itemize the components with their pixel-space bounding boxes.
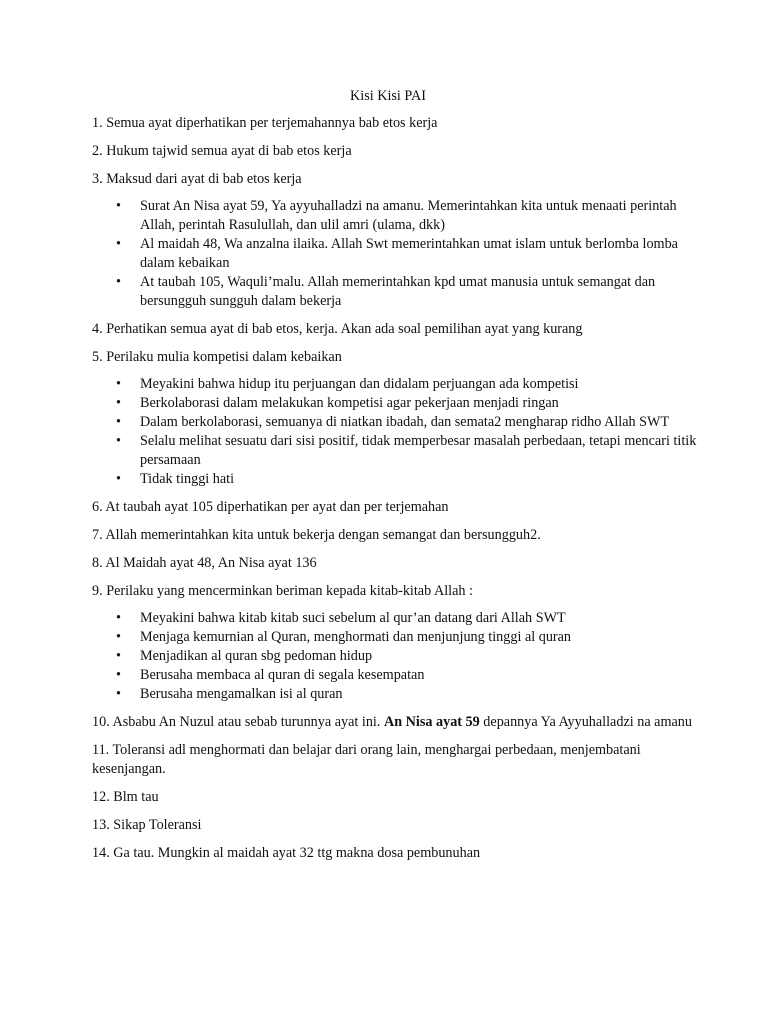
- item3-bullet-list: [92, 197, 708, 311]
- bullet-icon: •: [116, 236, 121, 252]
- list-item-2: 2. Hukum tajwid semua ayat di bab etos kerja: [92, 143, 352, 159]
- bullet-item: [92, 273, 708, 311]
- document-title: Kisi Kisi PAI: [350, 88, 426, 104]
- bullet-text: Berkolaborasi dalam melakukan kompetisi agar pekerjaan menjadi ringan: [140, 395, 559, 411]
- list-item-11: 11. Toleransi adl menghormati dan belajar dari orang lain, menghargai perbedaan, menjembatani kesenjangan.: [92, 742, 641, 777]
- bullet-text: Berusaha membaca al quran di segala kesempatan: [140, 667, 425, 683]
- bullet-icon: •: [116, 648, 121, 664]
- list-item-4: 4. Perhatikan semua ayat di bab etos, kerja. Akan ada soal pemilihan ayat yang kurang: [92, 321, 583, 337]
- bullet-item: [92, 235, 708, 273]
- bullet-icon: •: [116, 395, 121, 411]
- bullet-text: Meyakini bahwa kitab kitab suci sebelum al qur’an datang dari Allah SWT: [140, 610, 566, 626]
- bullet-text: Selalu melihat sesuatu dari sisi positif, tidak memperbesar masalah perbedaan, tetapi mencari titik persamaan: [140, 433, 697, 468]
- bullet-item: [92, 394, 708, 413]
- bullet-icon: •: [116, 610, 121, 626]
- bullet-item: [92, 413, 708, 432]
- bullet-item: [92, 666, 708, 685]
- bullet-text: At taubah 105, Waquli’malu. Allah memerintahkan kpd umat manusia untuk semangat dan bersungguh sungguh dalam bekerja: [140, 274, 656, 309]
- list-item-3: 3. Maksud dari ayat di bab etos kerja: [92, 171, 302, 187]
- bullet-icon: •: [116, 667, 121, 683]
- bullet-item: [92, 375, 708, 394]
- bullet-item: [92, 628, 708, 647]
- bullet-item: [92, 647, 708, 666]
- bullet-text: Menjaga kemurnian al Quran, menghormati dan menjunjung tinggi al quran: [140, 629, 572, 645]
- list-item-1: 1. Semua ayat diperhatikan per terjemahannya bab etos kerja: [92, 115, 438, 131]
- bullet-text: Surat An Nisa ayat 59, Ya ayyuhalladzi na amanu. Memerintahkan kita untuk menaati perintah Allah, perintah Rasulullah, dan ulil amri (ulama, dkk): [140, 198, 677, 233]
- bullet-icon: •: [116, 376, 121, 392]
- item10-prefix: 10. Asbabu An Nuzul atau sebab turunnya ayat ini.: [92, 714, 384, 730]
- list-item-5: 5. Perilaku mulia kompetisi dalam kebaikan: [92, 349, 342, 365]
- bullet-icon: •: [116, 414, 121, 430]
- item10-suffix: depannya Ya Ayyuhalladzi na amanu: [479, 714, 692, 730]
- bullet-text: Dalam berkolaborasi, semuanya di niatkan ibadah, dan semata2 mengharap ridho Allah SWT: [140, 414, 670, 430]
- bullet-text: Al maidah 48, Wa anzalna ilaika. Allah Swt memerintahkan umat islam untuk berlomba lomba dalam kebaikan: [140, 236, 678, 271]
- list-item-13: 13. Sikap Toleransi: [92, 817, 202, 833]
- bullet-text: Menjadikan al quran sbg pedoman hidup: [140, 648, 373, 664]
- bullet-icon: •: [116, 433, 121, 449]
- bullet-item: [92, 470, 708, 489]
- list-item-12: 12. Blm tau: [92, 789, 159, 805]
- item10-bold-reference: An Nisa ayat 59: [383, 714, 480, 730]
- list-item-7: 7. Allah memerintahkan kita untuk bekerja dengan semangat dan bersungguh2.: [92, 527, 541, 543]
- bullet-item: [92, 685, 708, 704]
- list-item-8: 8. Al Maidah ayat 48, An Nisa ayat 136: [92, 555, 317, 571]
- bullet-icon: •: [116, 686, 121, 702]
- bullet-icon: •: [116, 198, 121, 214]
- list-item-6: 6. At taubah ayat 105 diperhatikan per ayat dan per terjemahan: [92, 499, 449, 515]
- list-item-14: 14. Ga tau. Mungkin al maidah ayat 32 ttg makna dosa pembunuhan: [92, 845, 481, 861]
- item9-bullet-list: [92, 609, 708, 704]
- bullet-item: [92, 197, 708, 235]
- bullet-icon: •: [116, 629, 121, 645]
- list-item-9: 9. Perilaku yang mencerminkan beriman kepada kitab-kitab Allah :: [92, 583, 473, 599]
- bullet-item: [92, 609, 708, 628]
- bullet-item: [92, 432, 708, 470]
- item5-bullet-list: [92, 375, 708, 489]
- bullet-icon: •: [116, 274, 121, 290]
- bullet-text: Tidak tinggi hati: [140, 471, 235, 487]
- bullet-text: Meyakini bahwa hidup itu perjuangan dan didalam perjuangan ada kompetisi: [140, 376, 579, 392]
- list-item-10: [92, 713, 708, 732]
- bullet-icon: •: [116, 471, 121, 487]
- bullet-text: Berusaha mengamalkan isi al quran: [140, 686, 343, 702]
